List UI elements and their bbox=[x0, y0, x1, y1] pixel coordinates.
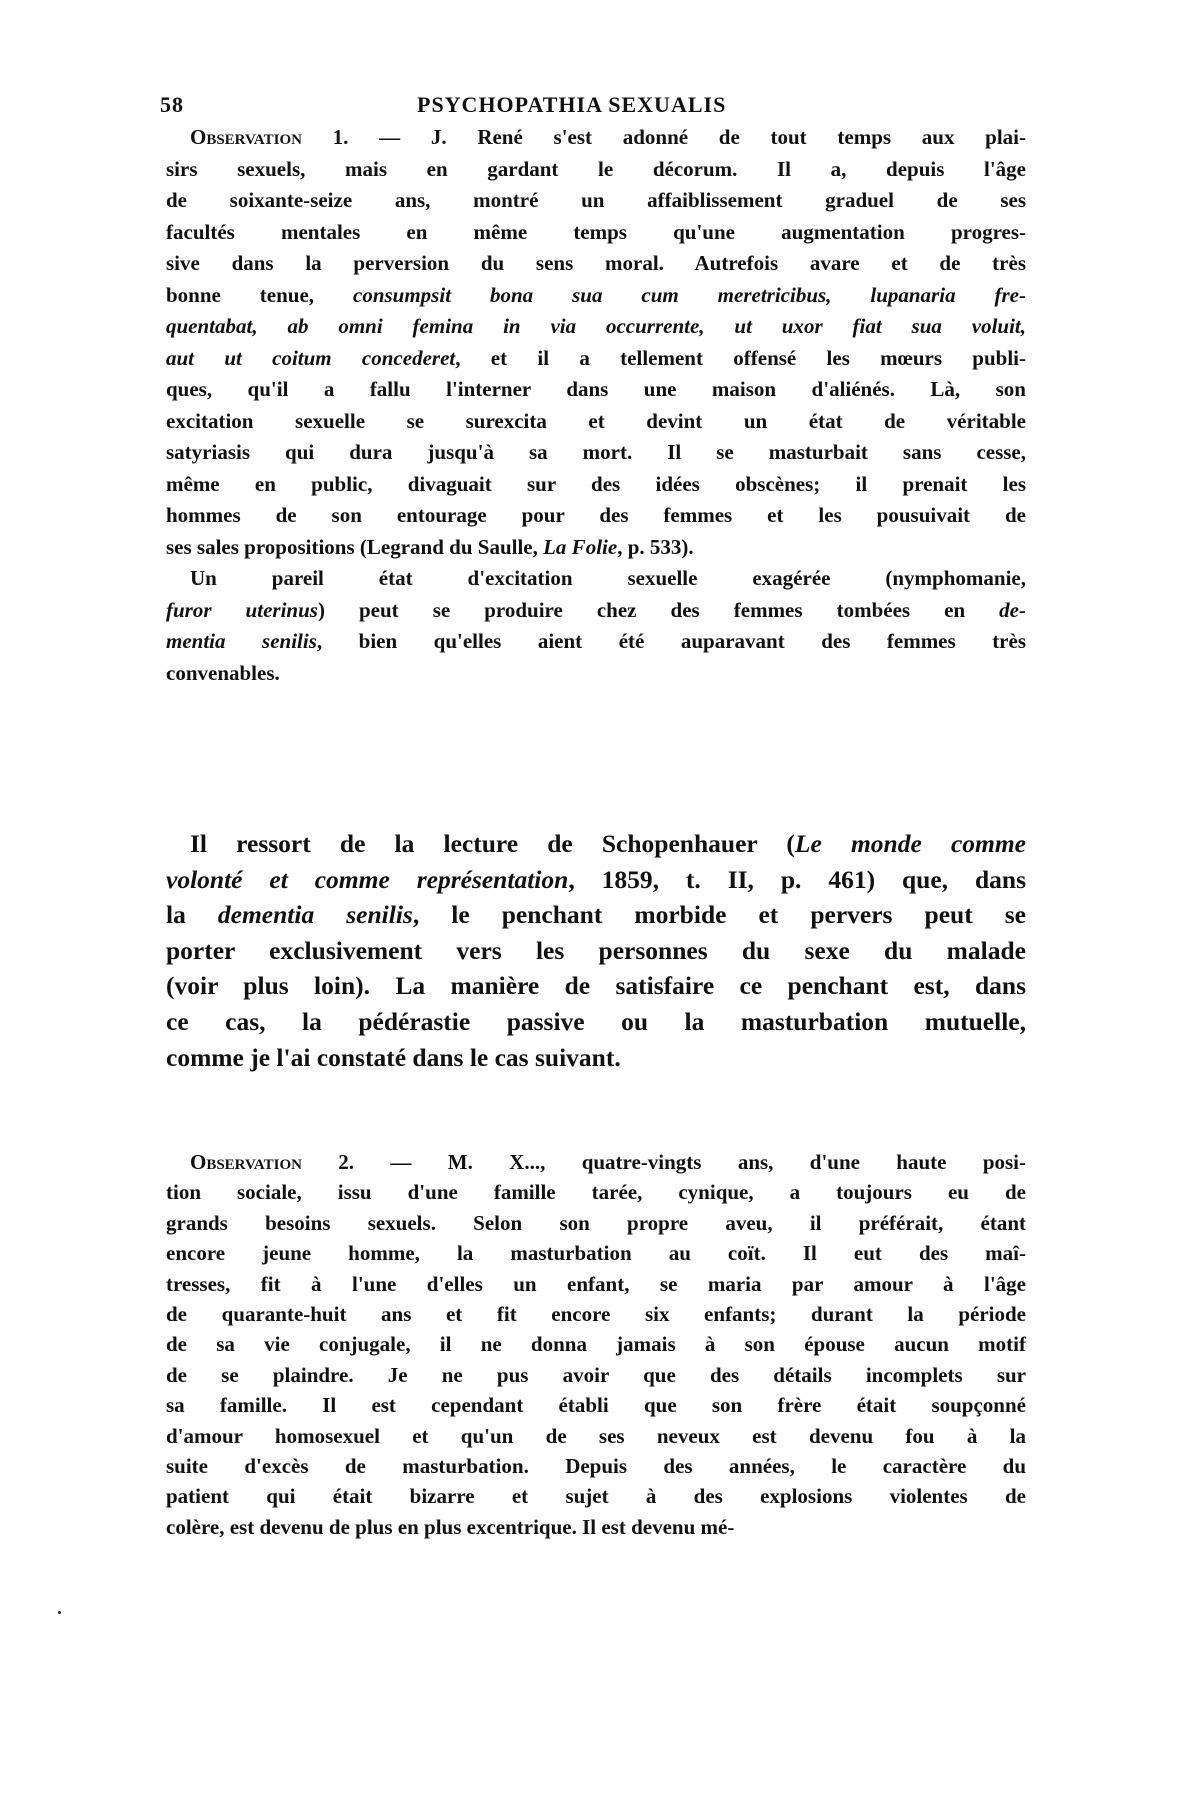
text-line bbox=[166, 897, 1026, 933]
text-segment: bonne tenue, bbox=[166, 282, 353, 307]
text-segment: , 1859, t. II, p. 461) que, dans bbox=[568, 864, 1026, 894]
text-segment: excitation sexuelle se surexcita et devint un état de véritable bbox=[166, 408, 1026, 433]
italic-text: de- bbox=[999, 597, 1026, 622]
text-line bbox=[166, 626, 1026, 658]
paragraph-nymphomania bbox=[166, 563, 1026, 689]
italic-text: consumpsit bona sua cum meretricibus, lupanaria fre- bbox=[353, 282, 1026, 307]
text-line bbox=[166, 933, 1026, 969]
text-segment: , le penchant morbide et pervers peut se bbox=[412, 900, 1026, 930]
paragraph-observation-2 bbox=[166, 1147, 1026, 1542]
text-segment: même en public, divaguait sur des idées obscènes; il prenait les bbox=[166, 471, 1026, 496]
text-line bbox=[166, 406, 1026, 438]
text-line bbox=[166, 1208, 1026, 1238]
text-line bbox=[166, 122, 1026, 154]
text-segment: (voir plus loin). La manière de satisfaire ce penchant est, dans bbox=[166, 971, 1026, 1001]
text-line bbox=[166, 1177, 1026, 1207]
paragraph-schopenhauer bbox=[166, 826, 1026, 1075]
italic-text: furor uterinus bbox=[166, 597, 318, 622]
text-line bbox=[166, 343, 1026, 375]
text-segment: Observation 2. bbox=[190, 1150, 355, 1174]
text-segment: Il ressort de la lecture de Schopenhauer ( bbox=[190, 829, 795, 858]
running-title: PSYCHOPATHIA SEXUALIS bbox=[417, 92, 727, 117]
text-segment: Observation 1. bbox=[190, 125, 349, 149]
text-segment: , et il a tellement offensé les mœurs publi- bbox=[455, 345, 1026, 370]
text-line bbox=[166, 1040, 1026, 1076]
text-segment: de quarante-huit ans et fit encore six enfants; durant la période bbox=[166, 1302, 1026, 1327]
text-segment: de sa vie conjugale, il ne donna jamais à son épouse aucun motif bbox=[166, 1332, 1026, 1357]
text-line bbox=[166, 185, 1026, 217]
text-line bbox=[166, 862, 1026, 898]
page-number: 58 bbox=[160, 92, 184, 117]
text-line bbox=[166, 280, 1026, 312]
text-segment: , bien qu'elles aient été auparavant des femmes très bbox=[316, 629, 1026, 653]
text-segment: ques, qu'il a fallu l'interner dans une maison d'aliénés. Là, son bbox=[166, 377, 1026, 401]
text-line bbox=[166, 532, 1026, 564]
text-line bbox=[166, 1421, 1026, 1451]
text-line bbox=[166, 968, 1026, 1004]
text-line bbox=[166, 248, 1026, 280]
text-segment: suite d'excès de masturbation. Depuis des années, le caractère du bbox=[166, 1454, 1026, 1479]
text-segment: sirs sexuels, mais en gardant le décorum. Il a, depuis l'âge bbox=[166, 156, 1026, 181]
text-segment: tion sociale, issu d'une famille tarée, cynique, a toujours eu de bbox=[166, 1180, 1026, 1205]
text-segment: , p. 533). bbox=[617, 534, 694, 559]
text-segment: — M. X..., quatre-vingts ans, d'une haute posi- bbox=[354, 1150, 1027, 1174]
text-line bbox=[166, 311, 1026, 343]
text-segment: la bbox=[166, 900, 218, 930]
text-line bbox=[166, 154, 1026, 186]
text-segment: porter exclusivement vers les personnes du sexe du malade bbox=[166, 935, 1026, 965]
italic-text: mentia senilis bbox=[166, 629, 317, 653]
text-segment: convenables. bbox=[166, 660, 280, 685]
text-segment: de soixante-seize ans, montré un affaiblissement graduel de ses bbox=[166, 188, 1026, 212]
text-segment: Un pareil état d'excitation sexuelle exagérée (nymphomanie, bbox=[190, 566, 1026, 590]
text-line bbox=[166, 1147, 1026, 1177]
text-segment: de se plaindre. Je ne pus avoir que des détails incomplets sur bbox=[166, 1362, 1026, 1387]
text-line bbox=[166, 1451, 1026, 1481]
text-segment: ) peut se produire chez des femmes tombées en bbox=[317, 597, 1000, 622]
text-line bbox=[166, 217, 1026, 249]
text-line bbox=[166, 374, 1026, 406]
text-line bbox=[166, 1238, 1026, 1268]
text-segment: colère, est devenu de plus en plus excentrique. Il est devenu mé- bbox=[166, 1514, 735, 1539]
text-line bbox=[166, 1329, 1026, 1359]
text-segment: ce cas, la pédérastie passive ou la masturbation mutuelle, bbox=[166, 1006, 1026, 1036]
italic-text: volonté et comme représentation bbox=[166, 864, 569, 894]
text-line bbox=[166, 595, 1026, 627]
text-line bbox=[166, 469, 1026, 501]
italic-text: aut ut coitum concederet bbox=[166, 345, 456, 370]
text-segment: grands besoins sexuels. Selon son propre aveu, il préférait, étant bbox=[166, 1210, 1026, 1235]
text-segment: ses sales propositions (Legrand du Saulle, bbox=[166, 534, 544, 559]
text-line bbox=[166, 1299, 1026, 1329]
text-segment: sa famille. Il est cependant établi que son frère était soupçonné bbox=[166, 1393, 1026, 1418]
text-line bbox=[166, 437, 1026, 469]
text-segment: encore jeune homme, la masturbation au coït. Il eut des maî- bbox=[166, 1241, 1026, 1266]
scan-speck bbox=[58, 1611, 61, 1614]
text-line bbox=[166, 1004, 1026, 1040]
text-segment: satyriasis qui dura jusqu'à sa mort. Il se masturbait sans cesse, bbox=[166, 440, 1026, 464]
text-segment: d'amour homosexuel et qu'un de ses neveux est devenu fou à la bbox=[166, 1423, 1026, 1448]
text-segment: tresses, fit à l'une d'elles un enfant, se maria par amour à l'âge bbox=[166, 1271, 1026, 1296]
text-line bbox=[166, 1390, 1026, 1420]
text-line bbox=[166, 826, 1026, 862]
text-segment: patient qui était bizarre et sujet à des explosions violentes de bbox=[166, 1484, 1026, 1509]
text-line bbox=[166, 1481, 1026, 1511]
text-line bbox=[166, 1512, 1026, 1542]
italic-text: La Folie bbox=[543, 534, 618, 559]
text-segment: comme je l'ai constaté dans le cas suivant. bbox=[166, 1042, 621, 1072]
italic-text: dementia senilis bbox=[217, 900, 413, 930]
italic-text: quentabat, ab omni femina in via occurrente, ut uxor fiat sua voluit, bbox=[166, 314, 1026, 338]
paragraph-observation-1 bbox=[166, 122, 1026, 563]
text-segment: facultés mentales en même temps qu'une augmentation progres- bbox=[166, 219, 1026, 244]
text-line bbox=[166, 1360, 1026, 1390]
text-segment: sive dans la perversion du sens moral. Autrefois avare et de très bbox=[166, 251, 1026, 275]
text-segment: hommes de son entourage pour des femmes et les pousuivait de bbox=[166, 503, 1026, 527]
text-line bbox=[166, 658, 1026, 690]
text-segment: — J. René s'est adonné de tout temps aux plai- bbox=[348, 125, 1026, 149]
italic-text: Le monde comme bbox=[794, 829, 1026, 858]
text-line bbox=[166, 1269, 1026, 1299]
text-line bbox=[166, 563, 1026, 595]
text-line bbox=[166, 500, 1026, 532]
